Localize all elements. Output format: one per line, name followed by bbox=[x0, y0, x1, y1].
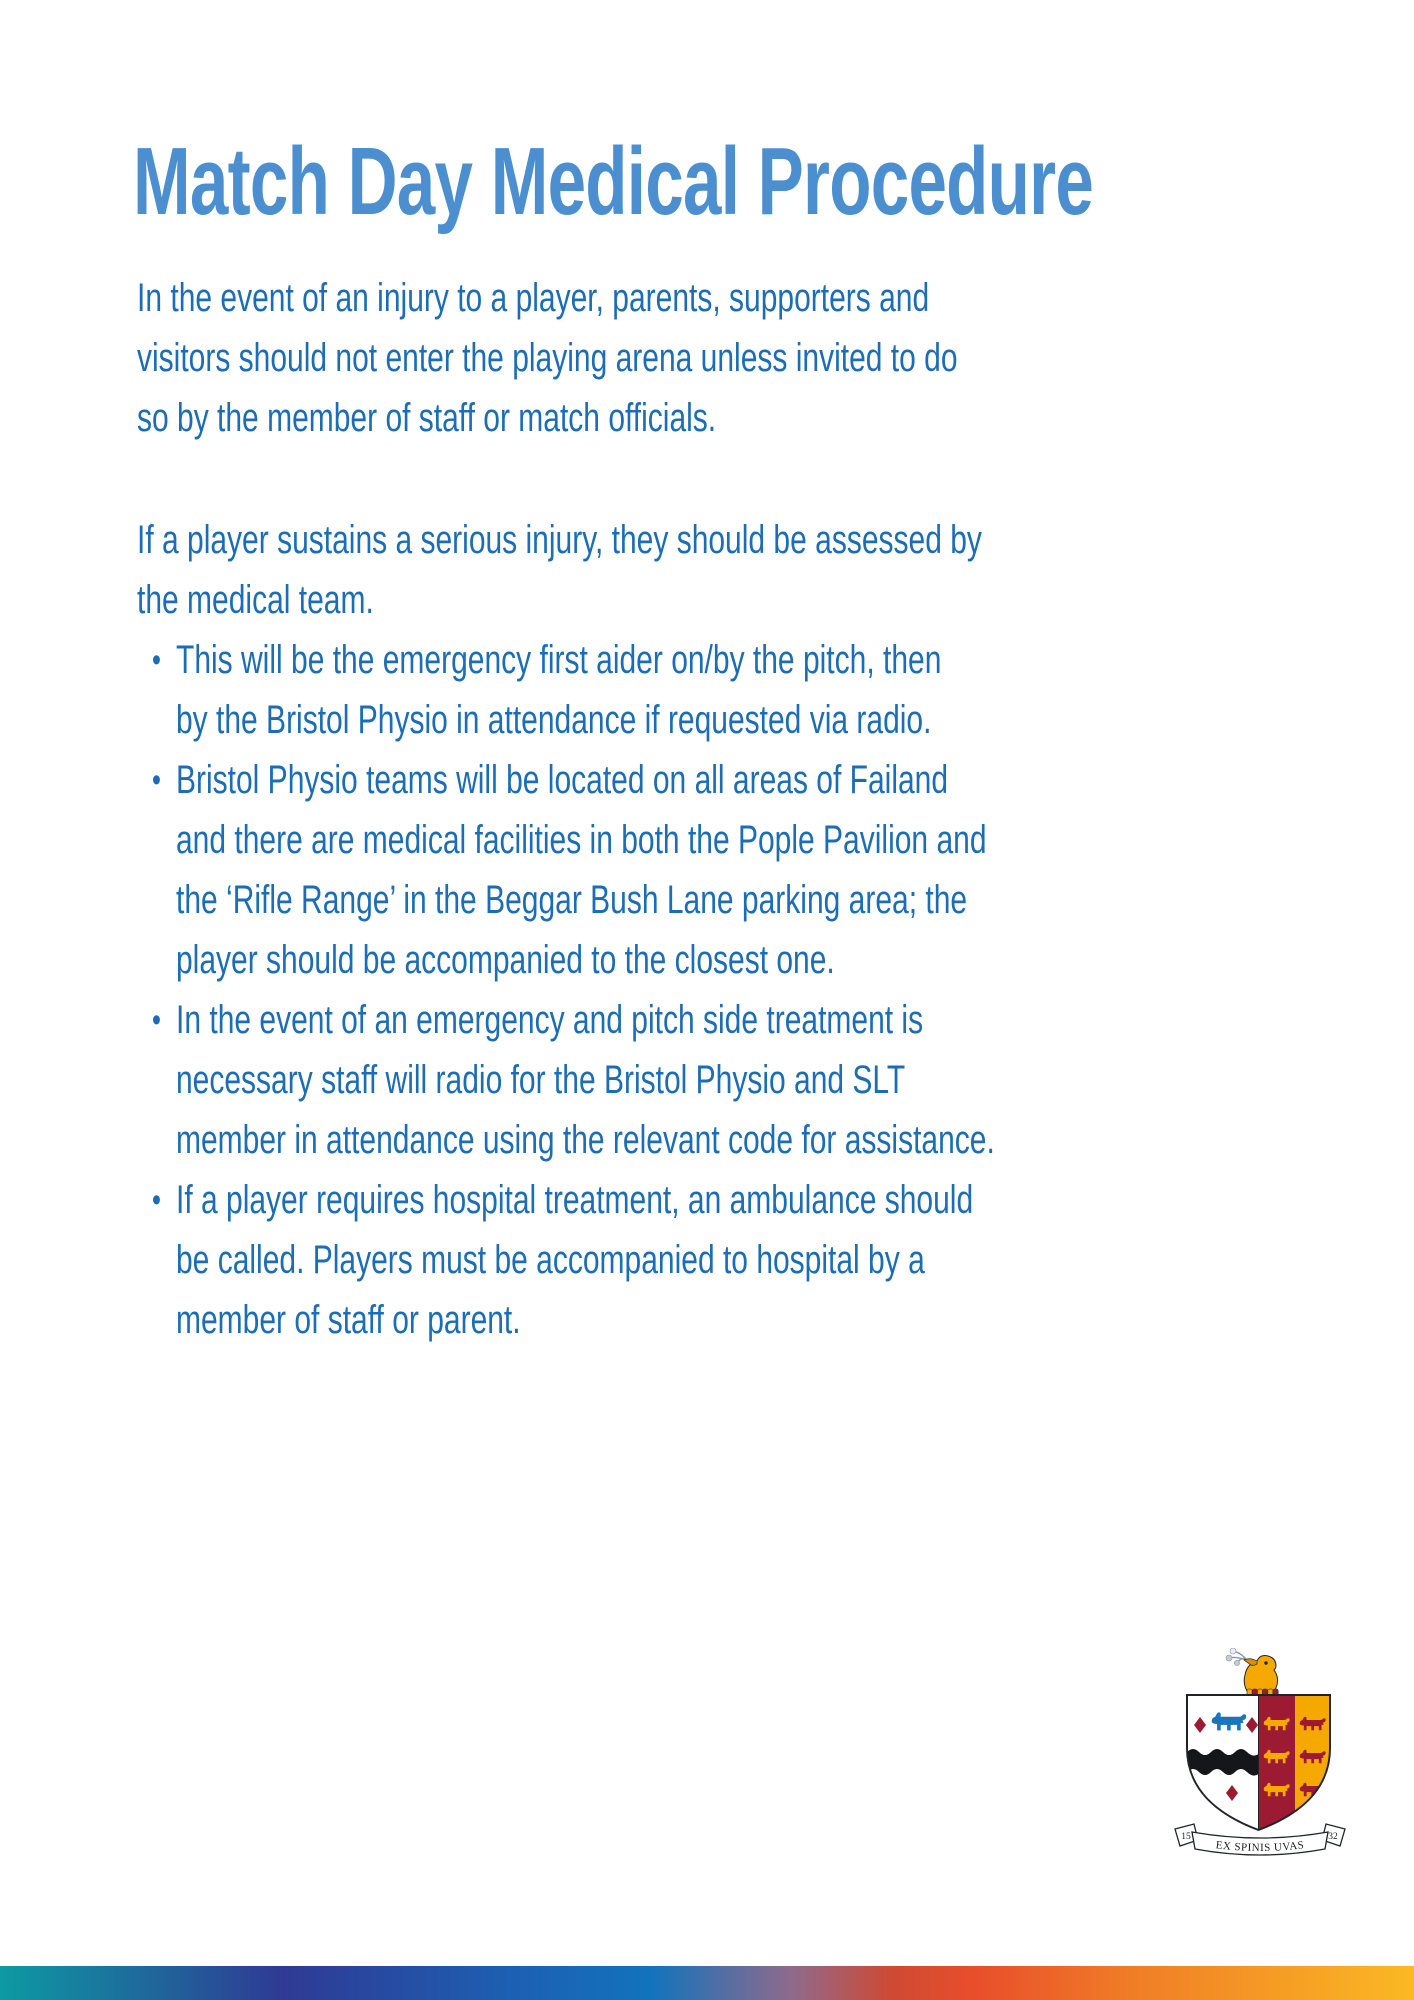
text-line: member of staff or parent. bbox=[176, 1298, 521, 1342]
text-line: the ‘Rifle Range’ in the Beggar Bush Lane parking area; the bbox=[176, 878, 968, 922]
paragraph-1 bbox=[137, 268, 1337, 448]
crest-shield bbox=[1187, 1695, 1330, 1835]
bullet-dot: • bbox=[152, 761, 161, 799]
crest-eagle-icon bbox=[1226, 1648, 1278, 1696]
text-line: This will be the emergency first aider on/by the pitch, then bbox=[176, 638, 942, 682]
bullet-dot: • bbox=[152, 1181, 161, 1219]
list-item bbox=[137, 990, 1337, 1170]
text-line: and there are medical facilities in both the Pople Pavilion and bbox=[176, 818, 987, 862]
list-item bbox=[137, 750, 1337, 990]
page-title: Match Day Medical Procedure bbox=[133, 128, 1094, 235]
motto-text: EX SPINIS UVAS bbox=[1215, 1839, 1305, 1855]
text-line: If a player sustains a serious injury, they should be assessed by bbox=[137, 518, 982, 562]
body-text bbox=[137, 268, 1337, 1350]
bullet-text bbox=[176, 630, 941, 750]
text-line: In the event of an injury to a player, parents, supporters and bbox=[137, 276, 930, 320]
text-line: If a player requires hospital treatment, an ambulance should bbox=[176, 1178, 974, 1222]
text-line: player should be accompanied to the closest one. bbox=[176, 938, 835, 982]
founding-year-right: 32 bbox=[1328, 1832, 1338, 1842]
list-item bbox=[137, 1170, 1337, 1350]
bullet-dot: • bbox=[152, 641, 161, 679]
school-crest-logo bbox=[1172, 1648, 1348, 1864]
footer-gradient-bar bbox=[0, 1966, 1414, 2000]
bullet-list bbox=[137, 630, 1337, 1350]
paragraph-2 bbox=[137, 510, 1337, 630]
text-line: the medical team. bbox=[137, 578, 374, 622]
bullet-text bbox=[176, 1170, 973, 1350]
text-line: necessary staff will radio for the Bristol Physio and SLT bbox=[176, 1058, 906, 1102]
text-line: Bristol Physio teams will be located on all areas of Failand bbox=[176, 758, 949, 802]
bullet-dot: • bbox=[152, 1001, 161, 1039]
text-line: visitors should not enter the playing arena unless invited to do bbox=[137, 336, 958, 380]
text-line: member in attendance using the relevant code for assistance. bbox=[176, 1118, 995, 1162]
text-line: so by the member of staff or match officials. bbox=[137, 396, 717, 440]
text-line: by the Bristol Physio in attendance if requested via radio. bbox=[176, 698, 932, 742]
founding-year-left: 15 bbox=[1181, 1832, 1191, 1842]
bullet-text bbox=[176, 990, 995, 1170]
bullet-text bbox=[176, 750, 987, 990]
text-line: In the event of an emergency and pitch side treatment is bbox=[176, 998, 924, 1042]
text-line: be called. Players must be accompanied to hospital by a bbox=[176, 1238, 925, 1282]
list-item bbox=[137, 630, 1337, 750]
